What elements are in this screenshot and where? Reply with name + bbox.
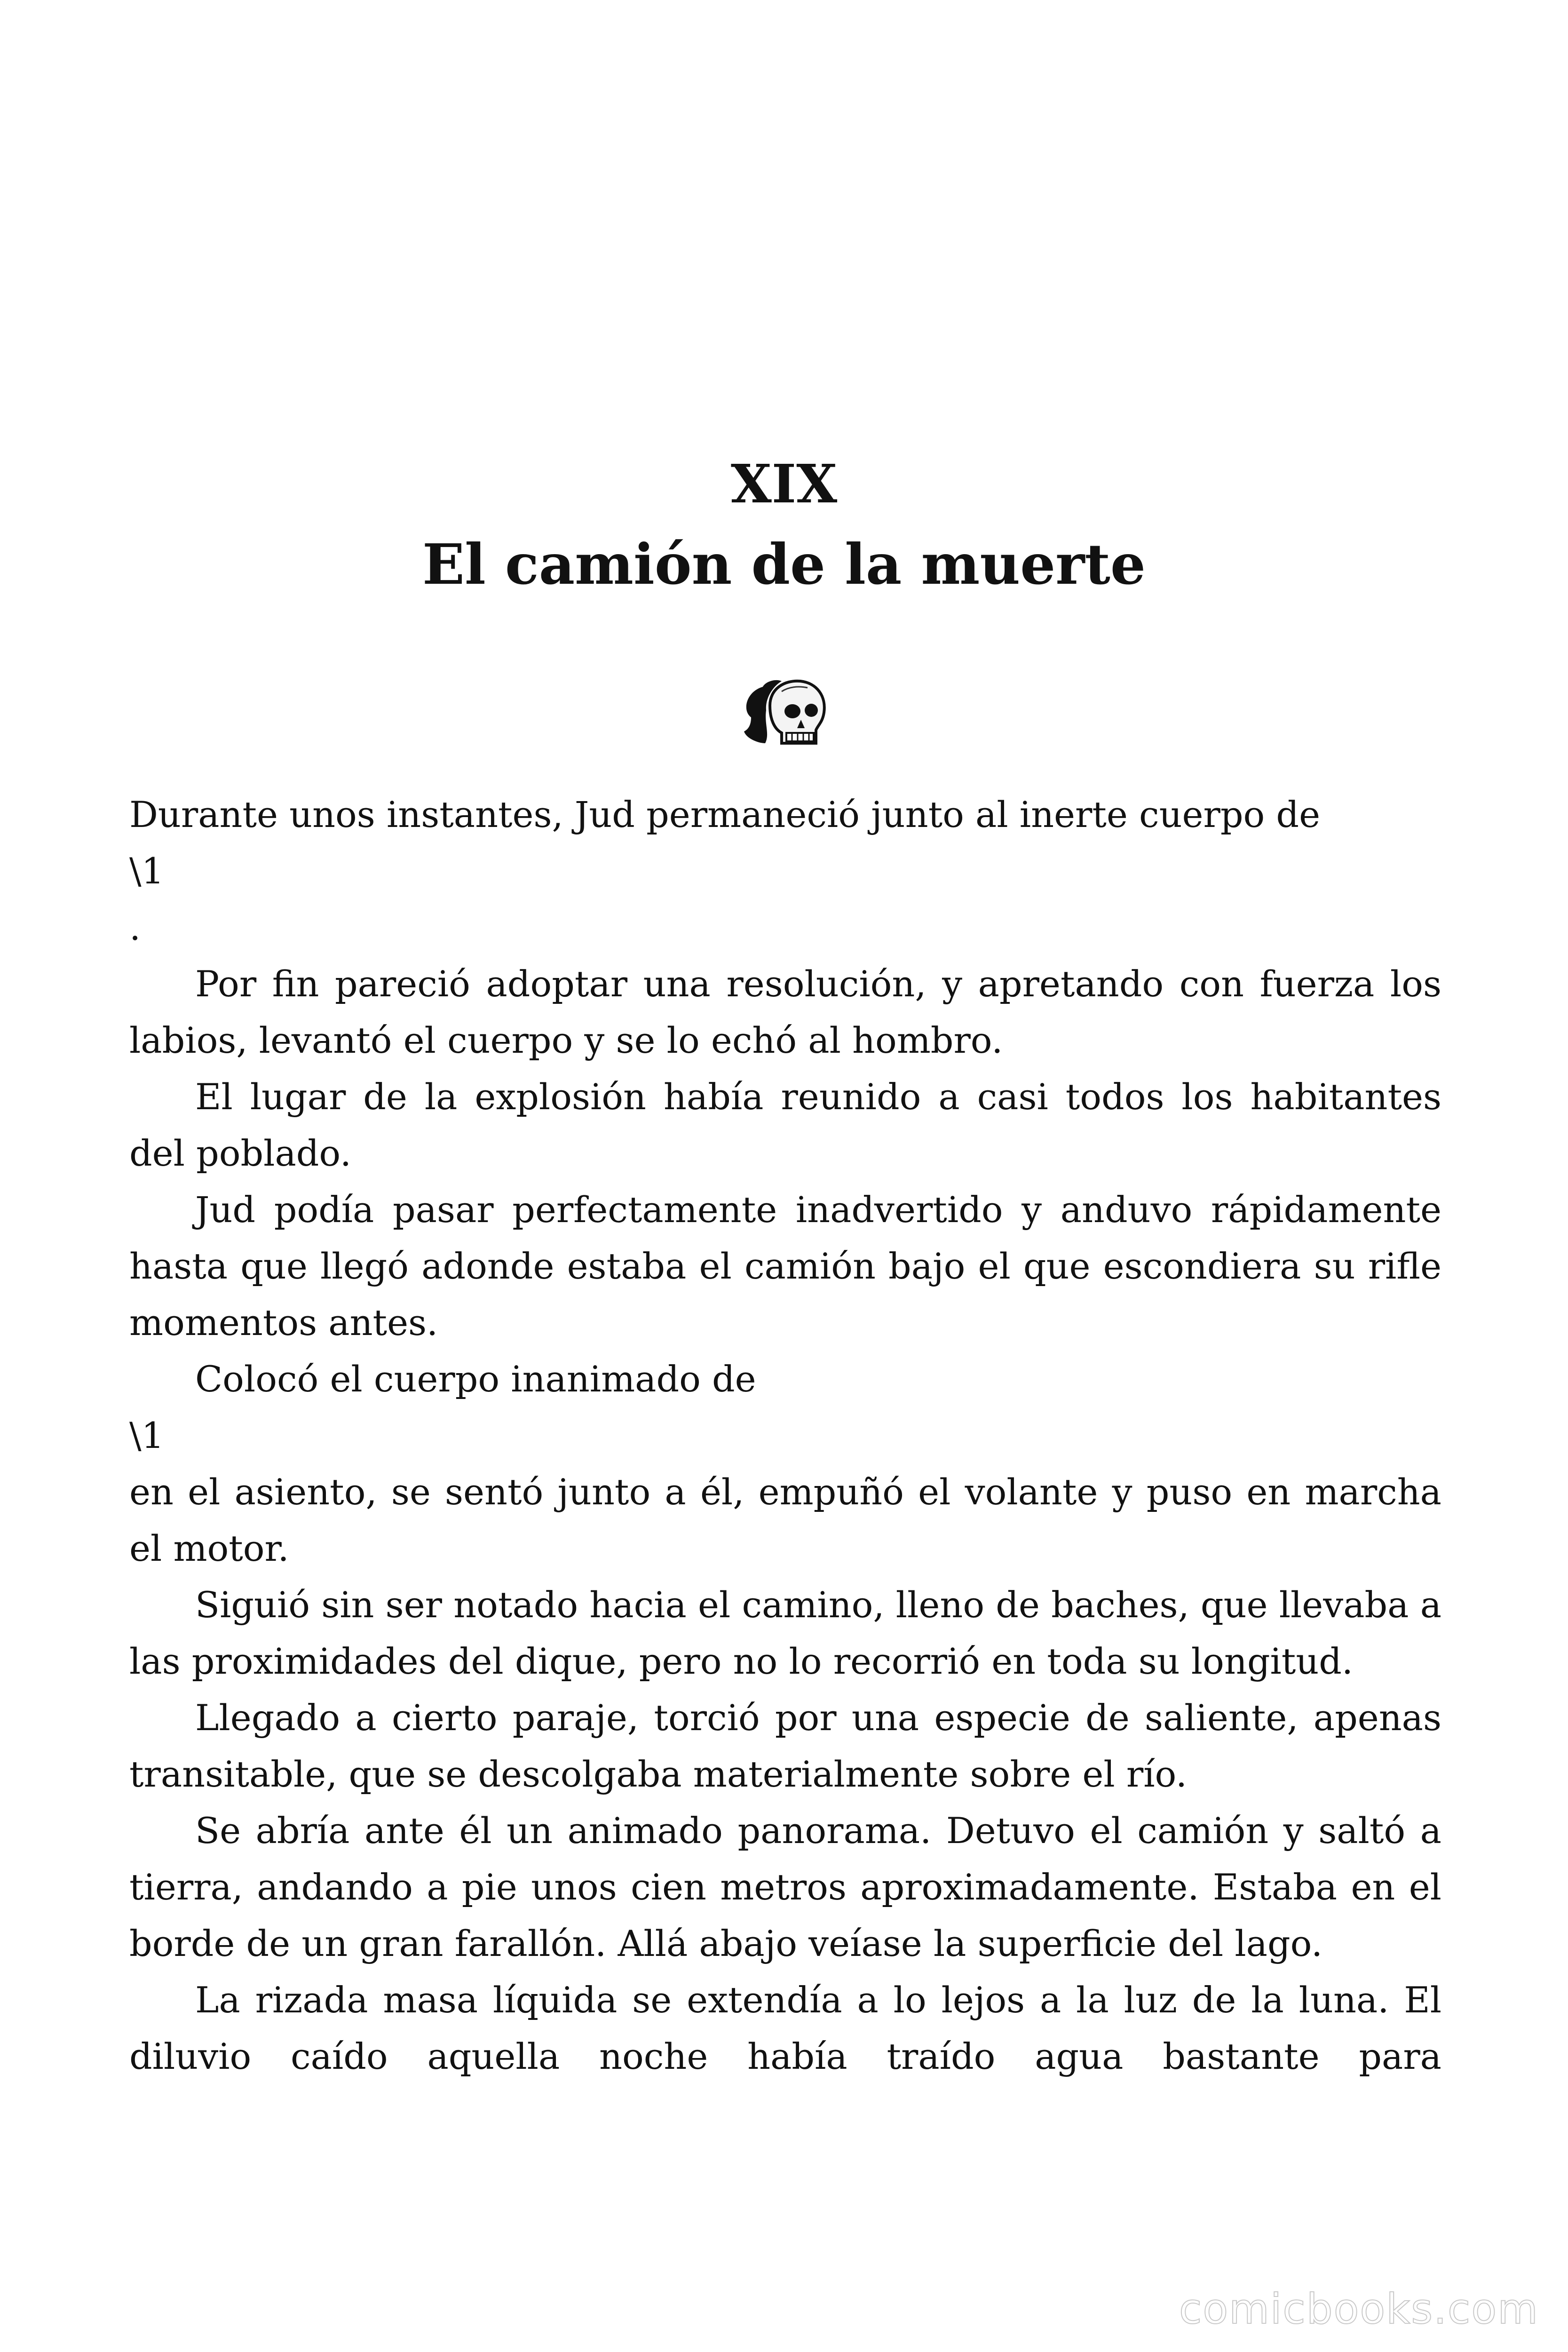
paragraph: \1: [129, 1414, 164, 1456]
paragraph: .: [129, 906, 141, 948]
skull-icon: [737, 673, 831, 753]
paragraph: Se abría ante él un animado panorama. Detuvo el camión y saltó a tierra, andando a pie unos cien metros aproximadamente. Estaba en el borde de un gran farallón. Allá abajo veíase la superficie del lago.: [129, 1810, 1441, 1964]
chapter-body: [129, 787, 1441, 2085]
paragraph: Jud podía pasar perfectamente inadvertido y anduvo rápidamente hasta que llegó adonde estaba el camión bajo el que escondiera su rifle momentos antes.: [129, 1189, 1441, 1343]
chapter-number: XIX: [730, 453, 838, 515]
paragraph: Siguió sin ser notado hacia el camino, lleno de baches, que llevaba a las proximidades del dique, pero no lo recorrió en toda su longitud.: [129, 1584, 1441, 1682]
watermark: comicbooks.com: [1179, 2285, 1539, 2333]
paragraph: Colocó el cuerpo inanimado de: [195, 1358, 756, 1400]
paragraph: La rizada masa líquida se extendía a lo lejos a la luz de la luna. El diluvio caído aquella noche había traído agua bastante para: [129, 1979, 1441, 2077]
paragraph: Por fin pareció adoptar una resolución, y apretando con fuerza los labios, levantó el cuerpo y se lo echó al hombro.: [129, 963, 1441, 1061]
paragraph: Durante unos instantes, Jud permaneció junto al inerte cuerpo de: [129, 794, 1321, 835]
chapter-title: El camión de la muerte: [422, 532, 1146, 597]
paragraph: Llegado a cierto paraje, torció por una especie de saliente, apenas transitable, que se descolgaba materialmente sobre el río.: [129, 1697, 1441, 1795]
paragraph: \1: [129, 850, 164, 892]
paragraph: en el asiento, se sentó junto a él, empuñó el volante y puso en marcha el motor.: [129, 1471, 1441, 1569]
paragraph: El lugar de la explosión había reunido a casi todos los habitantes del poblado.: [129, 1076, 1441, 1174]
